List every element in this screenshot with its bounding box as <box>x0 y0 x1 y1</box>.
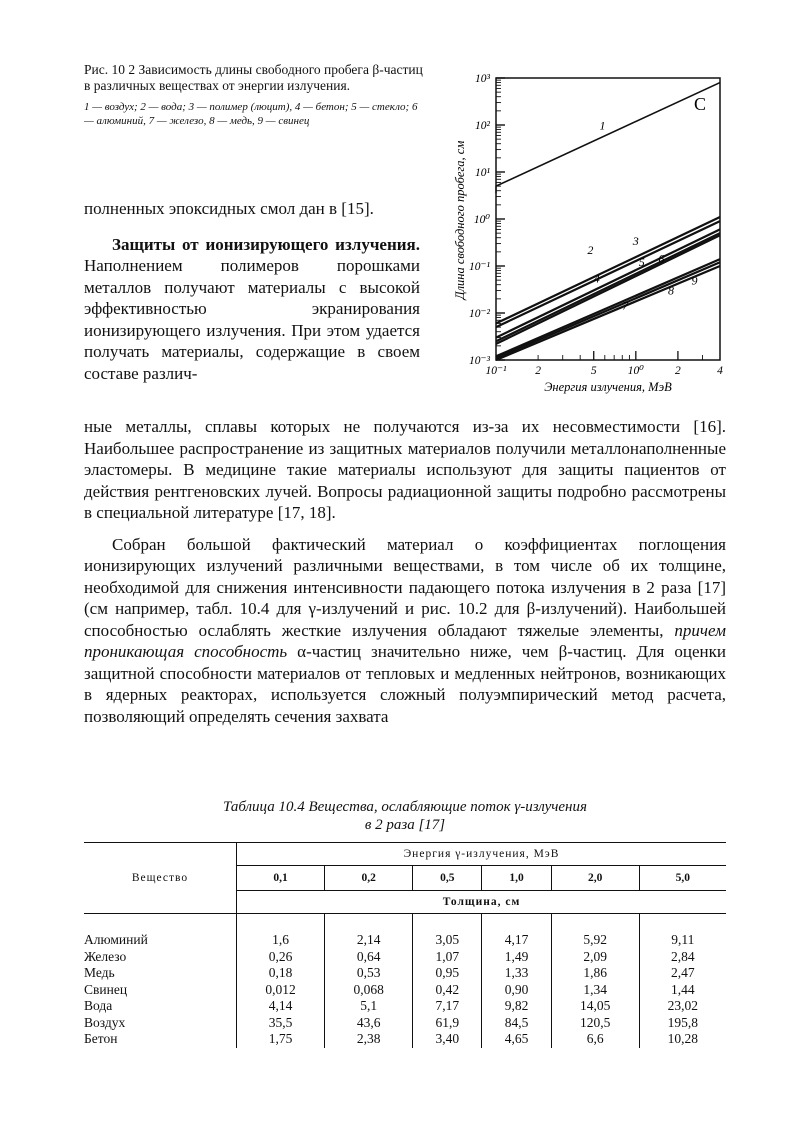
thickness-cell: 2,38 <box>325 1031 413 1048</box>
x-axis-label: Энергия излучения, МэВ <box>544 380 672 394</box>
thickness-cell: 7,17 <box>413 998 482 1015</box>
thickness-cell: 1,6 <box>237 914 325 949</box>
thickness-cell: 2,09 <box>551 949 639 966</box>
absorption-text-italic: причем проникающая способность <box>84 620 726 661</box>
thickness-cell: 1,34 <box>551 982 639 999</box>
table-body <box>84 914 726 1048</box>
thickness-cell: 1,07 <box>413 949 482 966</box>
y-tick-label: 10⁻² <box>468 308 490 320</box>
thickness-cell: 35,5 <box>237 1015 325 1032</box>
figure-10-2 <box>448 60 748 400</box>
y-tick-label: 10⁰ <box>473 214 490 226</box>
run-in-heading: Защиты от ионизирующего излучения. <box>112 234 420 254</box>
thickness-cell: 10,28 <box>639 1031 726 1048</box>
curve-label-2: 2 <box>587 243 594 258</box>
table-caption <box>84 798 726 834</box>
substance-name: Алюминий <box>84 932 148 947</box>
thickness-cell: 0,90 <box>482 982 551 999</box>
thickness-cell: 5,92 <box>551 914 639 949</box>
curve-label-9: 9 <box>691 273 698 288</box>
col-substance-header: Вещество <box>84 843 237 914</box>
thickness-cell: 1,33 <box>482 965 551 982</box>
thickness-cell: 0,068 <box>325 982 413 999</box>
substance-name: Железо <box>84 948 127 964</box>
curve-label-1: 1 <box>599 118 606 133</box>
thickness-cell: 3,05 <box>413 914 482 949</box>
energy-value-5: 5,0 <box>639 866 726 891</box>
thickness-cell: 61,9 <box>413 1015 482 1032</box>
absorption-text-b: α-частиц значительно ниже, чем β-частиц. Для оценки защитной способности материалов от тепловых и медленных нейтронов, возникающих в ядерных реакторах, используется сложный полуэмпирический метод расчета, позволяющий определять сечения захвата <box>84 642 726 726</box>
y-tick-label: 10³ <box>475 73 490 85</box>
thickness-cell: 4,17 <box>482 914 551 949</box>
axis-ticks <box>496 78 720 360</box>
series-line-9 <box>496 266 720 360</box>
x-tick-label: 10⁰ <box>627 365 644 377</box>
y-tick-label: 10¹ <box>475 167 490 179</box>
thickness-cell: 2,84 <box>639 949 726 966</box>
table-row <box>84 914 726 949</box>
thickness-cell: 3,40 <box>413 1031 482 1048</box>
left-column-text <box>84 198 420 384</box>
x-tick-label: 5 <box>590 365 597 377</box>
thickness-cell: 5,1 <box>325 998 413 1015</box>
thickness-cell: 0,26 <box>237 949 325 966</box>
thickness-cell: 1,75 <box>237 1031 325 1048</box>
thickness-cell: 0,64 <box>325 949 413 966</box>
beta-range-chart <box>448 60 748 400</box>
x-tick-label: 4 <box>717 365 723 377</box>
curve-label-5: 5 <box>638 255 645 269</box>
curve-label-6: 6 <box>658 251 665 266</box>
table-row <box>84 1031 726 1048</box>
substance-name: Свинец <box>84 981 128 997</box>
x-tick-label: 2 <box>535 365 541 377</box>
x-tick-labels <box>485 365 723 377</box>
thickness-cell: 14,05 <box>551 998 639 1015</box>
absorption-text-a: Собран большой фактический материал о коэффициентах поглощения ионизирующих излучений различными веществами, в том числе об их толщине, необходимой для снижения интенсивности падающего потока излучения в 2 раза [17] (см например, табл. 10.4 для γ-излучений и рис. 10.2 для β-излучений). Наибольшей способностью ослаблять жесткие излучения обладают тяжелые элементы, <box>84 534 726 640</box>
y-axis-label: Длина свободного пробега, см <box>453 140 467 300</box>
table-caption-line-2: в 2 раза [17] <box>364 817 446 833</box>
x-tick-label: 10⁻¹ <box>485 365 507 377</box>
thickness-cell: 4,14 <box>237 998 325 1015</box>
thickness-cell: 0,012 <box>237 982 325 999</box>
energy-value-4: 2,0 <box>551 866 639 891</box>
substance-name: Вода <box>84 998 113 1013</box>
series-line-6 <box>496 235 720 344</box>
shielding-paragraph <box>84 234 420 385</box>
thickness-cell: 43,6 <box>325 1015 413 1032</box>
thickness-cell: 2,14 <box>325 914 413 949</box>
shielding-paragraph-text: Наполнением полимеров порошками металлов получают материалы с высокой эффективностью экранирования ионизирующего излучения. При этом удается получать материалы, содержащие в своем составе различ- <box>84 256 420 383</box>
table-row <box>84 1015 726 1032</box>
figure-caption-legend: 1 — воздух; 2 — вода; 3 — полимер (люцит), 4 — бетон; 5 — стекло; 6 — алюминий, 7 — железо, 8 — медь, 9 — свинец <box>84 101 418 127</box>
figure-caption-title: Рис. 10 2 Зависимость длины свободного пробега β-частиц в различных веществах от энергии излучения. <box>84 62 423 93</box>
thickness-header: Толщина, см <box>237 891 727 914</box>
full-width-text <box>84 416 726 727</box>
plot-frame <box>496 78 720 360</box>
thickness-cell: 84,5 <box>482 1015 551 1032</box>
thickness-cell: 6,6 <box>551 1031 639 1048</box>
figure-caption <box>84 62 429 128</box>
y-tick-labels <box>469 73 491 367</box>
curve-label-4: 4 <box>593 271 600 286</box>
thickness-cell: 120,5 <box>551 1015 639 1032</box>
table-row <box>84 998 726 1015</box>
thickness-cell: 1,44 <box>639 982 726 999</box>
thickness-cell: 0,95 <box>413 965 482 982</box>
attenuation-table <box>84 842 726 1048</box>
table-caption-line-1: Таблица 10.4 Вещества, ослабляющие поток γ-излучения <box>223 799 587 815</box>
shielding-paragraph-continued: ные металлы, сплавы которых не получаются из-за их несовместимости [16]. Наибольшее распространение из защитных материалов получили металлонаполненные эластомеры. В медицине такие материалы используют для защиты пациентов от действия рентгеновских лучей. Вопросы радиационной защиты подробно рассмотрены в специальной литературе [17, 18]. <box>84 417 726 522</box>
thickness-cell: 2,47 <box>639 965 726 982</box>
thickness-cell: 1,49 <box>482 949 551 966</box>
series-line-4 <box>496 229 720 337</box>
substance-name: Медь <box>84 965 115 980</box>
curve-label-7: 7 <box>622 298 629 313</box>
curve-label-8: 8 <box>668 283 675 298</box>
table-row <box>84 949 726 966</box>
thickness-cell: 195,8 <box>639 1015 726 1032</box>
substance-name: Воздух <box>84 1014 126 1030</box>
y-tick-label: 10⁻¹ <box>468 261 490 273</box>
table-10-4 <box>84 842 726 1048</box>
continuation-paragraph: полненных эпоксидных смол дан в [15]. <box>84 199 374 218</box>
thickness-cell: 1,86 <box>551 965 639 982</box>
y-tick-label: 10² <box>475 120 490 132</box>
series-line-5 <box>496 233 720 341</box>
energy-value-1: 0,2 <box>325 866 413 891</box>
thickness-cell: 0,53 <box>325 965 413 982</box>
energy-value-3: 1,0 <box>482 866 551 891</box>
series-lines <box>496 83 720 360</box>
thickness-cell: 23,02 <box>639 998 726 1015</box>
thickness-cell: 0,18 <box>237 965 325 982</box>
thickness-cell: 0,42 <box>413 982 482 999</box>
energy-header: Энергия γ-излучения, МэВ <box>237 843 727 866</box>
curve-label-3: 3 <box>632 233 639 248</box>
corner-mark: С <box>694 94 707 114</box>
absorption-paragraph <box>84 534 726 728</box>
y-tick-label: 10⁻³ <box>468 355 490 367</box>
substance-name: Бетон <box>84 1031 118 1046</box>
thickness-cell: 4,65 <box>482 1031 551 1048</box>
x-tick-label: 2 <box>675 365 681 377</box>
energy-value-0: 0,1 <box>237 866 325 891</box>
thickness-cell: 9,11 <box>639 914 726 949</box>
energy-value-2: 0,5 <box>413 866 482 891</box>
series-line-1 <box>496 83 720 187</box>
thickness-cell: 9,82 <box>482 998 551 1015</box>
table-row <box>84 965 726 982</box>
table-row <box>84 982 726 999</box>
